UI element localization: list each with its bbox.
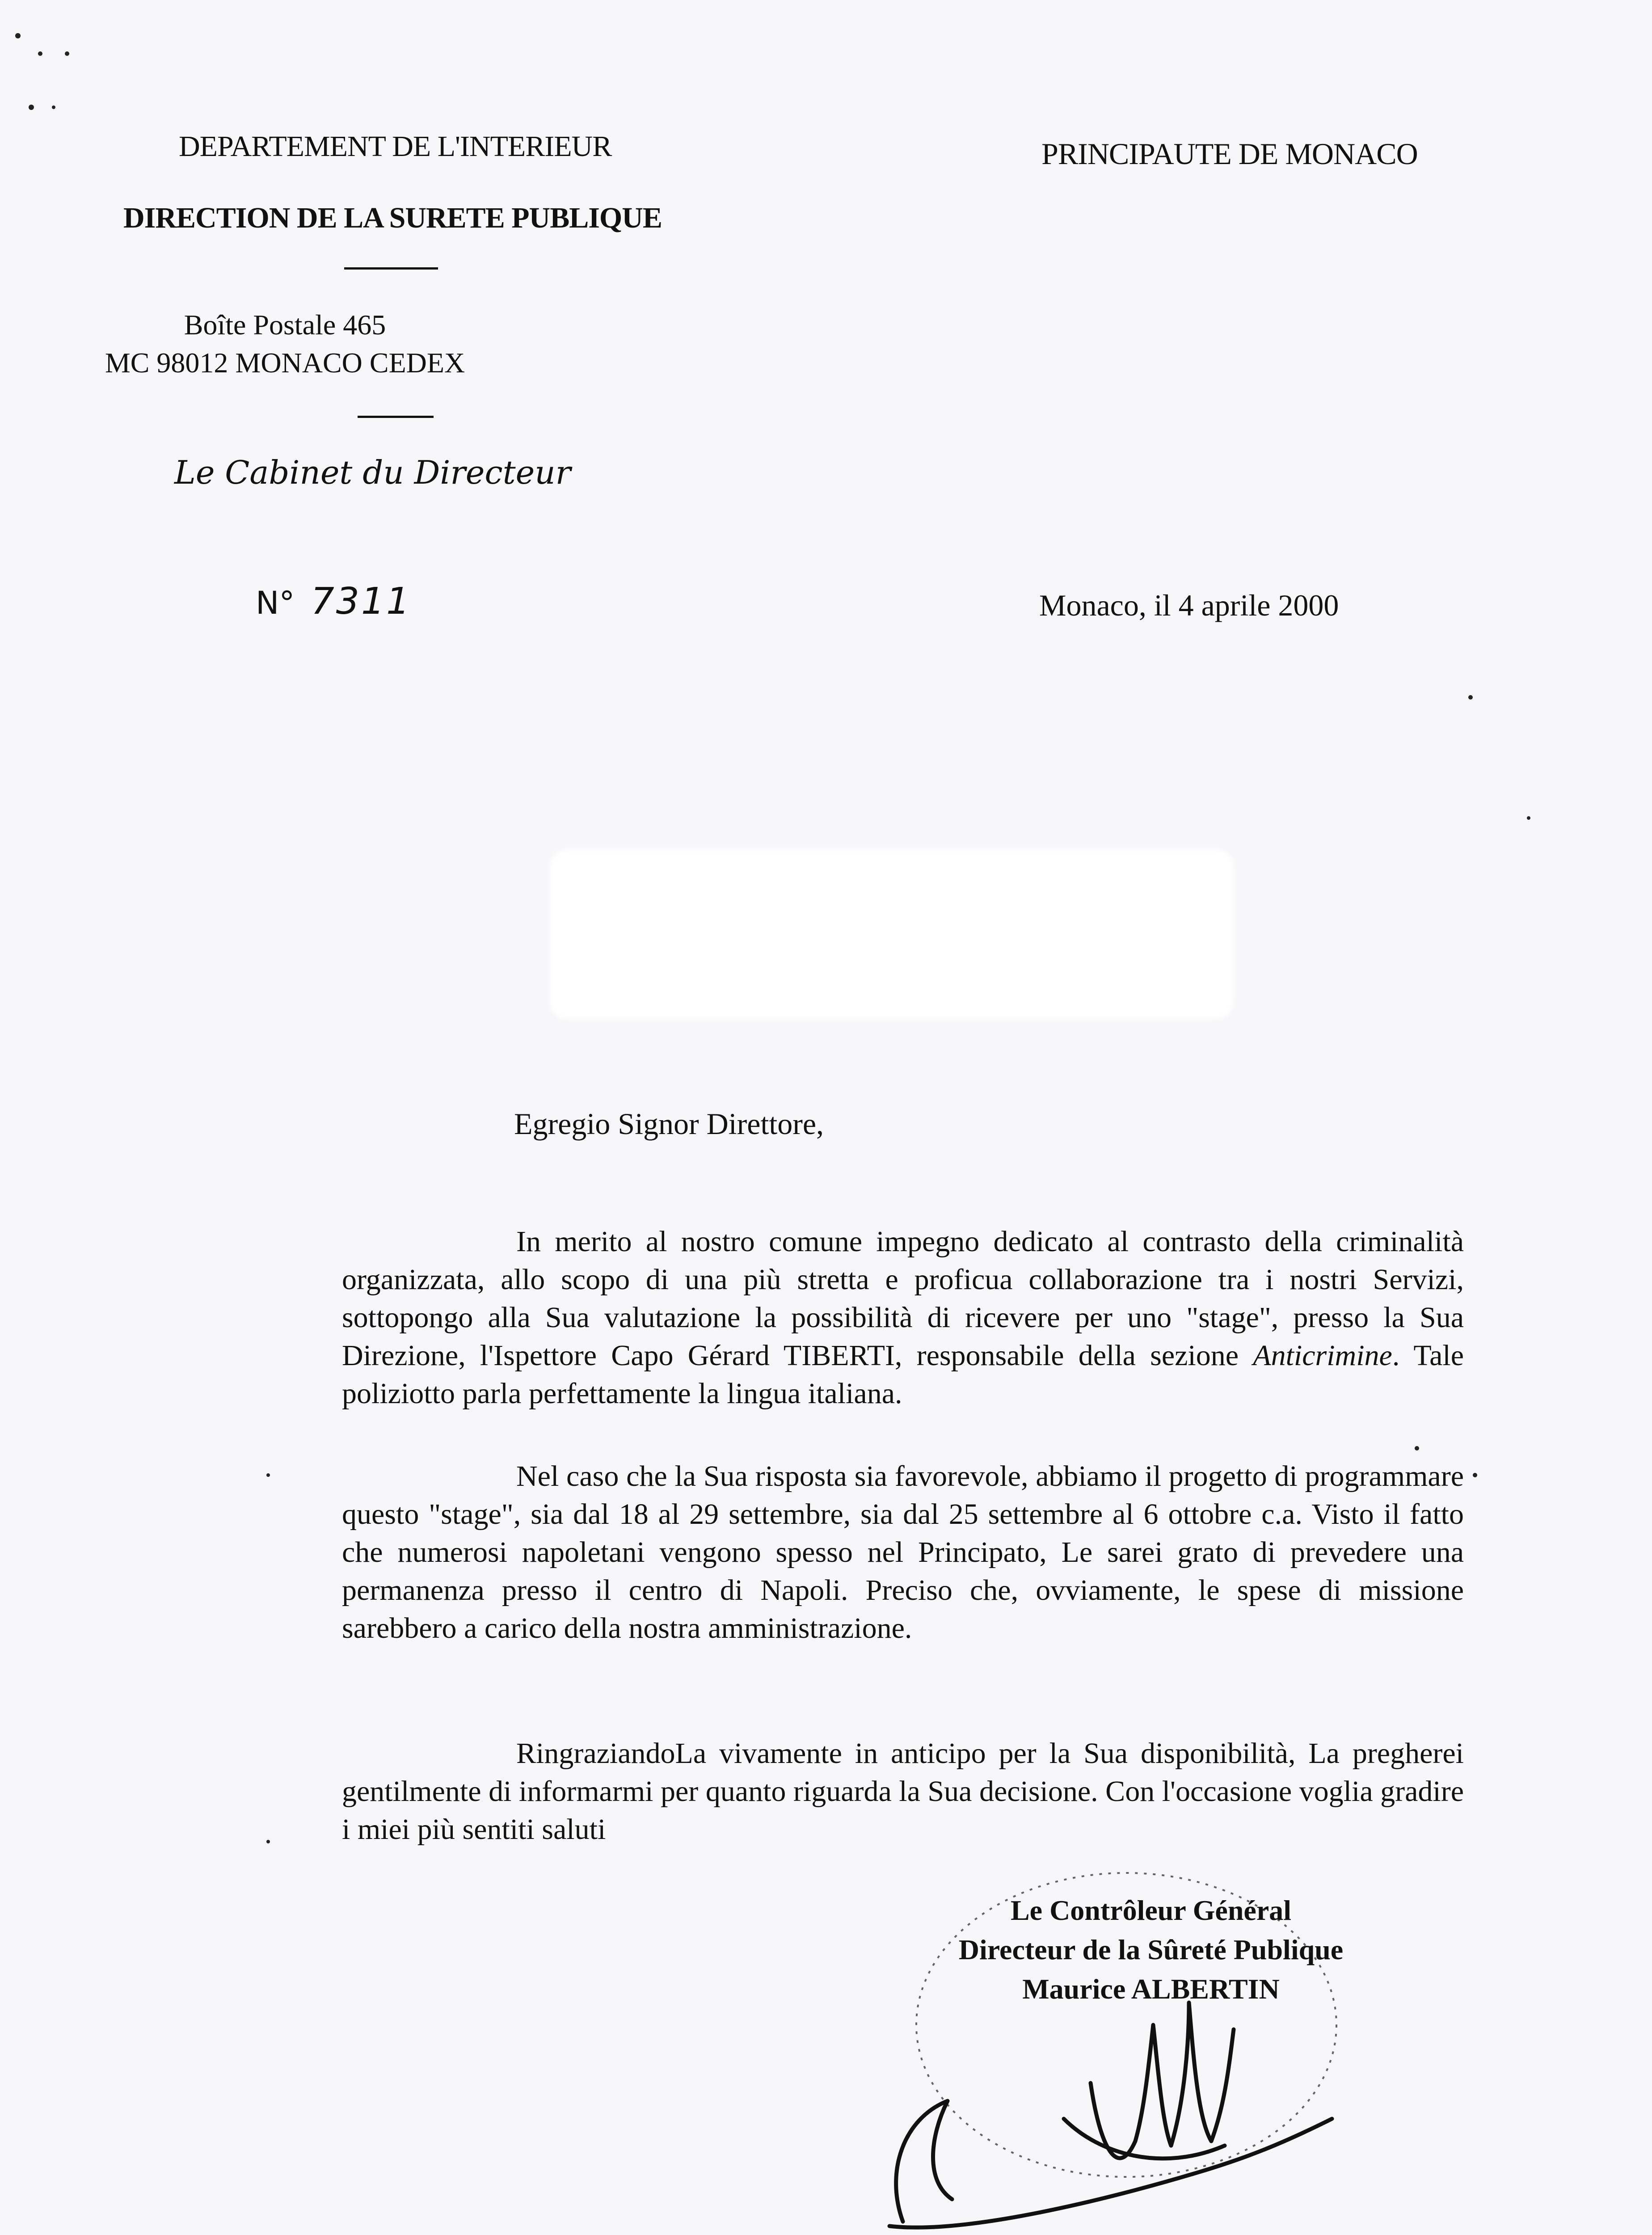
signature-icon [889, 2003, 1332, 2227]
paragraph-1-italic: Anticrimine [1253, 1339, 1392, 1372]
cabinet-label: Le Cabinet du Directeur [174, 454, 571, 491]
stamp-outline-icon [916, 1873, 1336, 2177]
department-heading: DEPARTEMENT DE L'INTERIEUR [179, 130, 612, 163]
paragraph-1-text: In merito al nostro comune impegno dedicato al contrasto della criminalità organizzata, allo scopo di una più stretta e proficua collaborazione tra i nostri Servizi, sottopongo alla Sua valutazione la possibilità di ricevere per uno "stage", presso la Sua Direzione, l'Ispettore Capo Gérard TIBERTI, responsabile della sezione [342, 1225, 1464, 1372]
paragraph-3 [342, 1734, 1464, 1848]
signatory-name: Maurice ALBERTIN [1022, 1973, 1280, 2005]
letterhead-divider [344, 267, 438, 270]
postal-city: MC 98012 MONACO CEDEX [105, 347, 465, 379]
redacted-addressee [550, 849, 1234, 1019]
letter-date: Monaco, il 4 aprile 2000 [1039, 588, 1339, 622]
paragraph-1-end: . Tale poliziotto parla perfettamente la lingua italiana. [342, 1339, 1464, 1410]
signatory-title: Le Contrôleur Général [1010, 1894, 1292, 1926]
paragraph-3-text: RingraziandoLa vivamente in anticipo per la Sua disponibilità, La pregherei gentilmente di informarmi per quanto riguarda la Sua decisione. Con l'occasione voglia gradire i miei più sentiti saluti [342, 1737, 1464, 1846]
reference-number [256, 580, 411, 623]
paragraph-1 [342, 1223, 1464, 1413]
paragraph-2 [342, 1457, 1464, 1647]
postal-box: Boîte Postale 465 [184, 309, 386, 341]
state-heading: PRINCIPAUTE DE MONACO [1041, 137, 1418, 171]
salutation: Egregio Signor Direttore, [514, 1107, 824, 1141]
paragraph-2-text: Nel caso che la Sua risposta sia favorevole, abbiamo il progetto di programmare questo "stage", sia dal 18 al 29 settembre, sia dal 25 settembre al 6 ottobre c.a. Visto il fatto che numerosi napoletani vengono spesso nel Principato, Le sarei grato di prevedere una permanenza presso il centro di Napoli. Preciso che, ovviamente, le spese di missione sarebbero a carico della nostra amministrazione. [342, 1460, 1464, 1645]
reference-handwritten: 7311 [311, 580, 412, 623]
letterhead-divider [358, 416, 434, 418]
signatory-office: Directeur de la Sûreté Publique [958, 1934, 1344, 1965]
reference-prefix: N° [256, 585, 295, 621]
direction-heading: DIRECTION DE LA SURETE PUBLIQUE [123, 202, 662, 234]
signature-and-stamp [876, 1833, 1390, 2235]
